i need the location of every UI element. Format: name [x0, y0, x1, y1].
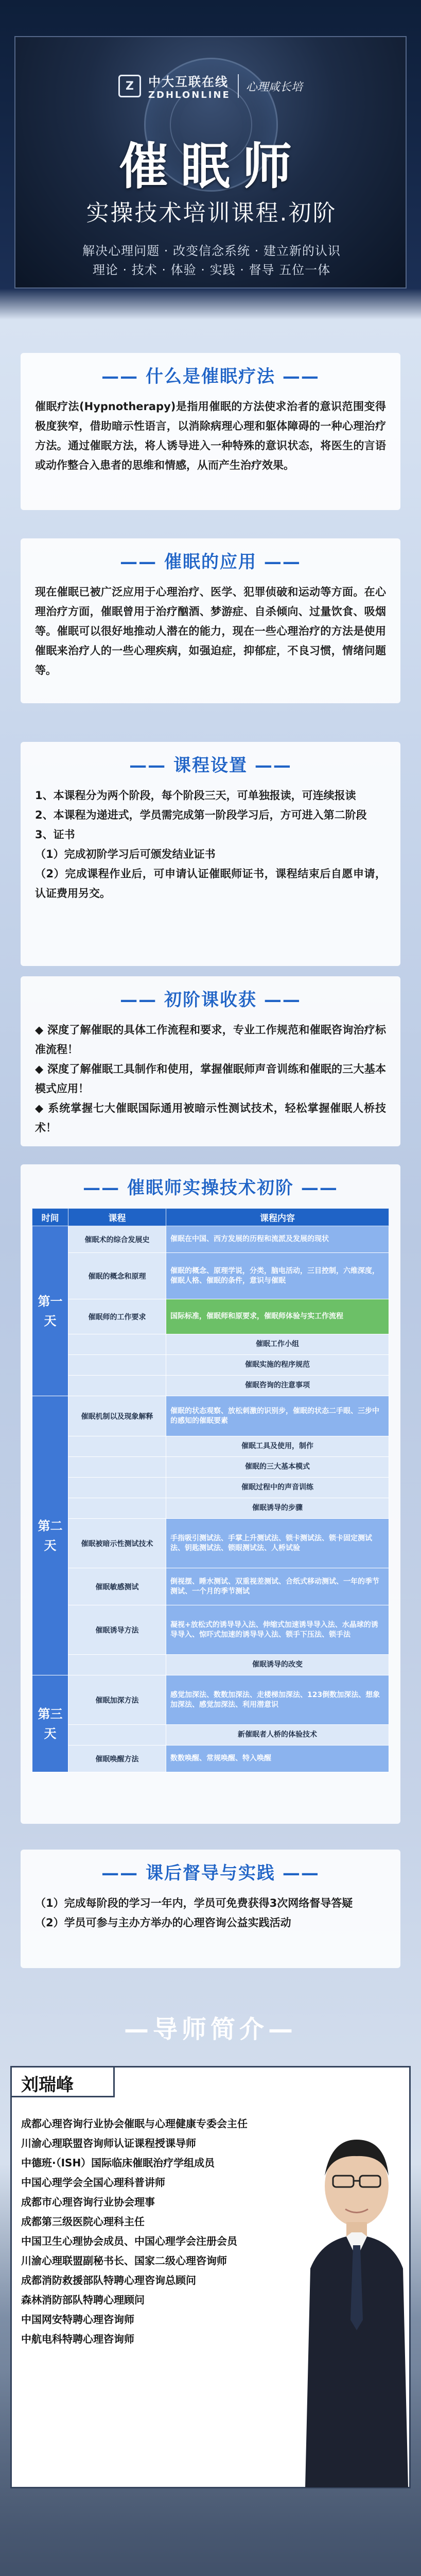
course-cell: 催眠被暗示性测试技术: [68, 1519, 166, 1568]
table-row: [32, 1655, 389, 1675]
content-cell: 凝视+放松式的诱导导入法、伸缩式加速诱导导入法、水晶球的诱导导入、惊吓式加速的诱导导入法、锁手下压法、锁手法: [166, 1605, 389, 1655]
content-cell: 催眠的三大基本模式: [166, 1457, 389, 1478]
brand-text: [148, 72, 231, 100]
section-supervision: [21, 1850, 400, 1968]
course-cell: [68, 1334, 166, 1355]
course-cell: [68, 1478, 166, 1498]
content-cell: 催眠咨询的注意事项: [166, 1376, 389, 1396]
section-body: [35, 1893, 386, 1933]
content-cell: 新催眠者人桥的体验技术: [166, 1725, 389, 1745]
day-label: 第二天: [32, 1396, 68, 1675]
table-header-cell: 课程: [68, 1209, 166, 1226]
course-cell: 催眠师的工作要求: [68, 1299, 166, 1334]
mentor-card: [10, 2066, 411, 2488]
table-row: [32, 1605, 389, 1655]
list-item: 川渝心理联盟咨询师认证课程授课导师: [21, 2137, 196, 2149]
content-cell: 数数唤醒、常规唤醒、特入唤醒: [166, 1745, 389, 1772]
table-row: [32, 1478, 389, 1498]
mentor-name: 刘瑞峰: [12, 2067, 115, 2097]
table-header-cell: 课程内容: [166, 1209, 389, 1226]
table-header-row: [32, 1209, 389, 1226]
mentor-portrait: [300, 2104, 408, 2487]
table-row: [32, 1436, 389, 1457]
section-what-is-hypnotherapy: [21, 353, 400, 510]
course-cell: 催眠的概念和原理: [68, 1253, 166, 1299]
mentor-section-title: —导师简介—: [124, 2015, 297, 2044]
table-row: [32, 1376, 389, 1396]
list-item: 中德班·（ISH）国际临床催眠治疗学组成员: [21, 2157, 215, 2169]
content-cell: 催眠实施的程序规范: [166, 1355, 389, 1376]
content-cell: 催眠工具及使用，制作: [166, 1436, 389, 1457]
day-label: 第三天: [32, 1675, 68, 1772]
table-row: [32, 1519, 389, 1568]
course-cell: 催眠敏感测试: [68, 1568, 166, 1605]
content-cell: 手指吸引测试法、手掌上升测试法、锁卡测试法、锁卡固定测试法、钥匙测试法、锁眼测试法、人桥试验: [166, 1519, 389, 1568]
course-cell: [68, 1498, 166, 1519]
course-cell: [68, 1725, 166, 1745]
hero-title: 催眠师: [119, 138, 304, 195]
brand-row: [118, 68, 335, 104]
brand-logo-icon: Z: [118, 75, 141, 97]
list-item: 3、证书: [35, 828, 75, 841]
table-row: [32, 1457, 389, 1478]
section-title: —— 课后督导与实践 ——: [101, 1863, 320, 1884]
list-item: （1）完成每阶段的学习一年内，学员可免费获得3次网络督导答疑: [35, 1897, 353, 1909]
section-course-gains: [21, 976, 400, 1146]
table-row: [32, 1355, 389, 1376]
content-cell: 国际标准，催眠师和原要求，催眠师体验与实工作流程: [166, 1299, 389, 1334]
section-title: —— 初阶课收获 ——: [120, 990, 301, 1010]
course-cell: 催眠唤醒方法: [68, 1745, 166, 1772]
table-row: [32, 1396, 389, 1436]
content-cell: 催眠工作小组: [166, 1334, 389, 1355]
course-cell: 催眠诱导方法: [68, 1605, 166, 1655]
hero-banner: [14, 36, 407, 289]
section-applications: [21, 538, 400, 703]
list-item: 成都第三级医院心理科主任: [21, 2215, 145, 2228]
content-cell: 催眠诱导的步骤: [166, 1498, 389, 1519]
list-item: 成都消防救援部队特聘心理咨询总顾问: [21, 2274, 196, 2286]
list-item: ◆ 深度了解催眠工具制作和使用，掌握催眠师声音训练和催眠的三大基本模式应用！: [35, 1063, 386, 1095]
section-title: —— 课程设置 ——: [129, 755, 292, 776]
section-title: —— 催眠师实操技术初阶 ——: [83, 1178, 338, 1198]
list-item: 中国网安特聘心理咨询师: [21, 2313, 134, 2326]
content-cell: 感觉加深法、数数加深法、走楼梯加深法、123倒数加深法、想象加深法、感觉加深法、利用潜意识: [166, 1675, 389, 1725]
section-title: —— 催眠的应用 ——: [120, 552, 301, 572]
hero-tagline-1: 解决心理问题 · 改变信念系统 · 建立新的认识: [82, 244, 341, 258]
course-cell: [68, 1655, 166, 1675]
course-cell: [68, 1457, 166, 1478]
list-item: 中航电科特聘心理咨询师: [21, 2333, 134, 2345]
hero-tagline-2: 理论 · 技术 · 体验 · 实践 · 督导 五位一体: [92, 263, 331, 277]
brand-name-en: ZDHLONLINE: [148, 90, 231, 100]
list-item: 1、本课程分为两个阶段，每个阶段三天，可单独报读，可连续报读: [35, 789, 356, 802]
mentor-titles: [21, 2114, 309, 2349]
content-cell: 催眠在中国、西方发展的历程和流派及发展的现状: [166, 1226, 389, 1253]
table-row: [32, 1253, 389, 1299]
table-row: [32, 1299, 389, 1334]
day-label: 第一天: [32, 1226, 68, 1396]
course-cell: 催眠术的综合发展史: [68, 1226, 166, 1253]
content-cell: 催眠诱导的改变: [166, 1655, 389, 1675]
list-item: （2）完成课程作业后，可申请认证催眠师证书，课程结束后自愿申请，认证费用另交。: [35, 868, 386, 900]
list-item: ◆ 深度了解催眠的具体工作流程和要求，专业工作规范和催眠咨询治疗标准流程！: [35, 1024, 386, 1056]
section-title: —— 什么是催眠疗法 ——: [101, 366, 320, 387]
course-cell: [68, 1436, 166, 1457]
table-row: [32, 1226, 389, 1253]
brand-slogan: 心理咸长培: [245, 80, 303, 94]
list-item: 成都心理咨询行业协会催眠与心理健康专委会主任: [21, 2117, 248, 2130]
table-row: [32, 1675, 389, 1725]
table-header-cell: 时间: [32, 1209, 68, 1226]
table-row: [32, 1498, 389, 1519]
list-item: 中国心理学会全国心理科普讲师: [21, 2176, 165, 2189]
hero-subtitle: 实操技术培训课程.初阶: [86, 200, 337, 226]
section-body: 催眠疗法(Hypnotherapy)是指用催眠的方法使求治者的意识范围变得极度狭窄，借助暗示性语言，以消除病理心理和躯体障碍的一种心理治疗方法。通过催眠方法，将人诱导进入一种特殊的意识状态，将医生的言语或动作整合入患者的思维和情感，从而产生治疗效果。: [35, 400, 386, 471]
list-item: ◆ 系统掌握七大催眠国际通用被暗示性测试技术，轻松掌握催眠人桥技术！: [35, 1102, 386, 1134]
table-row: [32, 1334, 389, 1355]
table-row: [32, 1725, 389, 1745]
section-curriculum-table: [21, 1164, 400, 1824]
section-body: [35, 1020, 386, 1138]
list-item: （2）学员可参与主办方举办的心理咨询公益实践活动: [35, 1917, 291, 1929]
section-course-setup: [21, 742, 400, 966]
brand-name-cn: 中大互联在线: [148, 75, 229, 89]
course-cell: 催眠加深方法: [68, 1675, 166, 1725]
course-cell: [68, 1376, 166, 1396]
section-body: 现在催眠已被广泛应用于心理治疗、医学、犯罪侦破和运动等方面。在心理治疗方面，催眠曾用于治疗酗酒、梦游症、自杀倾向、过量饮食、吸烟等。催眠可以很好地推动人潜在的能力，现在一些心理治疗的方法是使用催眠来治疗人的一些心理疾病，如强迫症，抑郁症，不良习惯，情绪问题等。: [35, 586, 386, 676]
list-item: （1）完成初阶学习后可颁发结业证书: [35, 848, 216, 860]
course-cell: [68, 1355, 166, 1376]
course-cell: 催眠机制以及现象解释: [68, 1396, 166, 1436]
list-item: 中国卫生心理协会成员、中国心理学会注册会员: [21, 2235, 237, 2247]
list-item: 森林消防部队特聘心理顾问: [21, 2294, 145, 2306]
list-item: 2、本课程为递进式，学员需完成第一阶段学习后，方可进入第二阶段: [35, 809, 367, 821]
curriculum-table: [32, 1208, 389, 1772]
content-cell: 催眠过程中的声音训练: [166, 1478, 389, 1498]
brand-divider: [238, 74, 239, 98]
section-body: [35, 786, 386, 903]
content-cell: 催眠的状态观察、放松刺激的识别步，催眠的状态二手眼、三步中的感知的催眠要素: [166, 1396, 389, 1436]
table-row: [32, 1568, 389, 1605]
table-row: [32, 1745, 389, 1772]
content-cell: 倒视摆、睡水测试、双重视差测试、合纸式移动测试、一年的季节测试、一个月的季节测试: [166, 1568, 389, 1605]
content-cell: 催眠的概念、原理学说，分类，脑电活动，三目控制，六维深度，催眠人格、催眠的条件，意识与催眠: [166, 1253, 389, 1299]
list-item: 川渝心理联盟副秘书长、国家二级心理咨询师: [21, 2255, 227, 2267]
list-item: 成都市心理咨询行业协会理事: [21, 2196, 155, 2208]
